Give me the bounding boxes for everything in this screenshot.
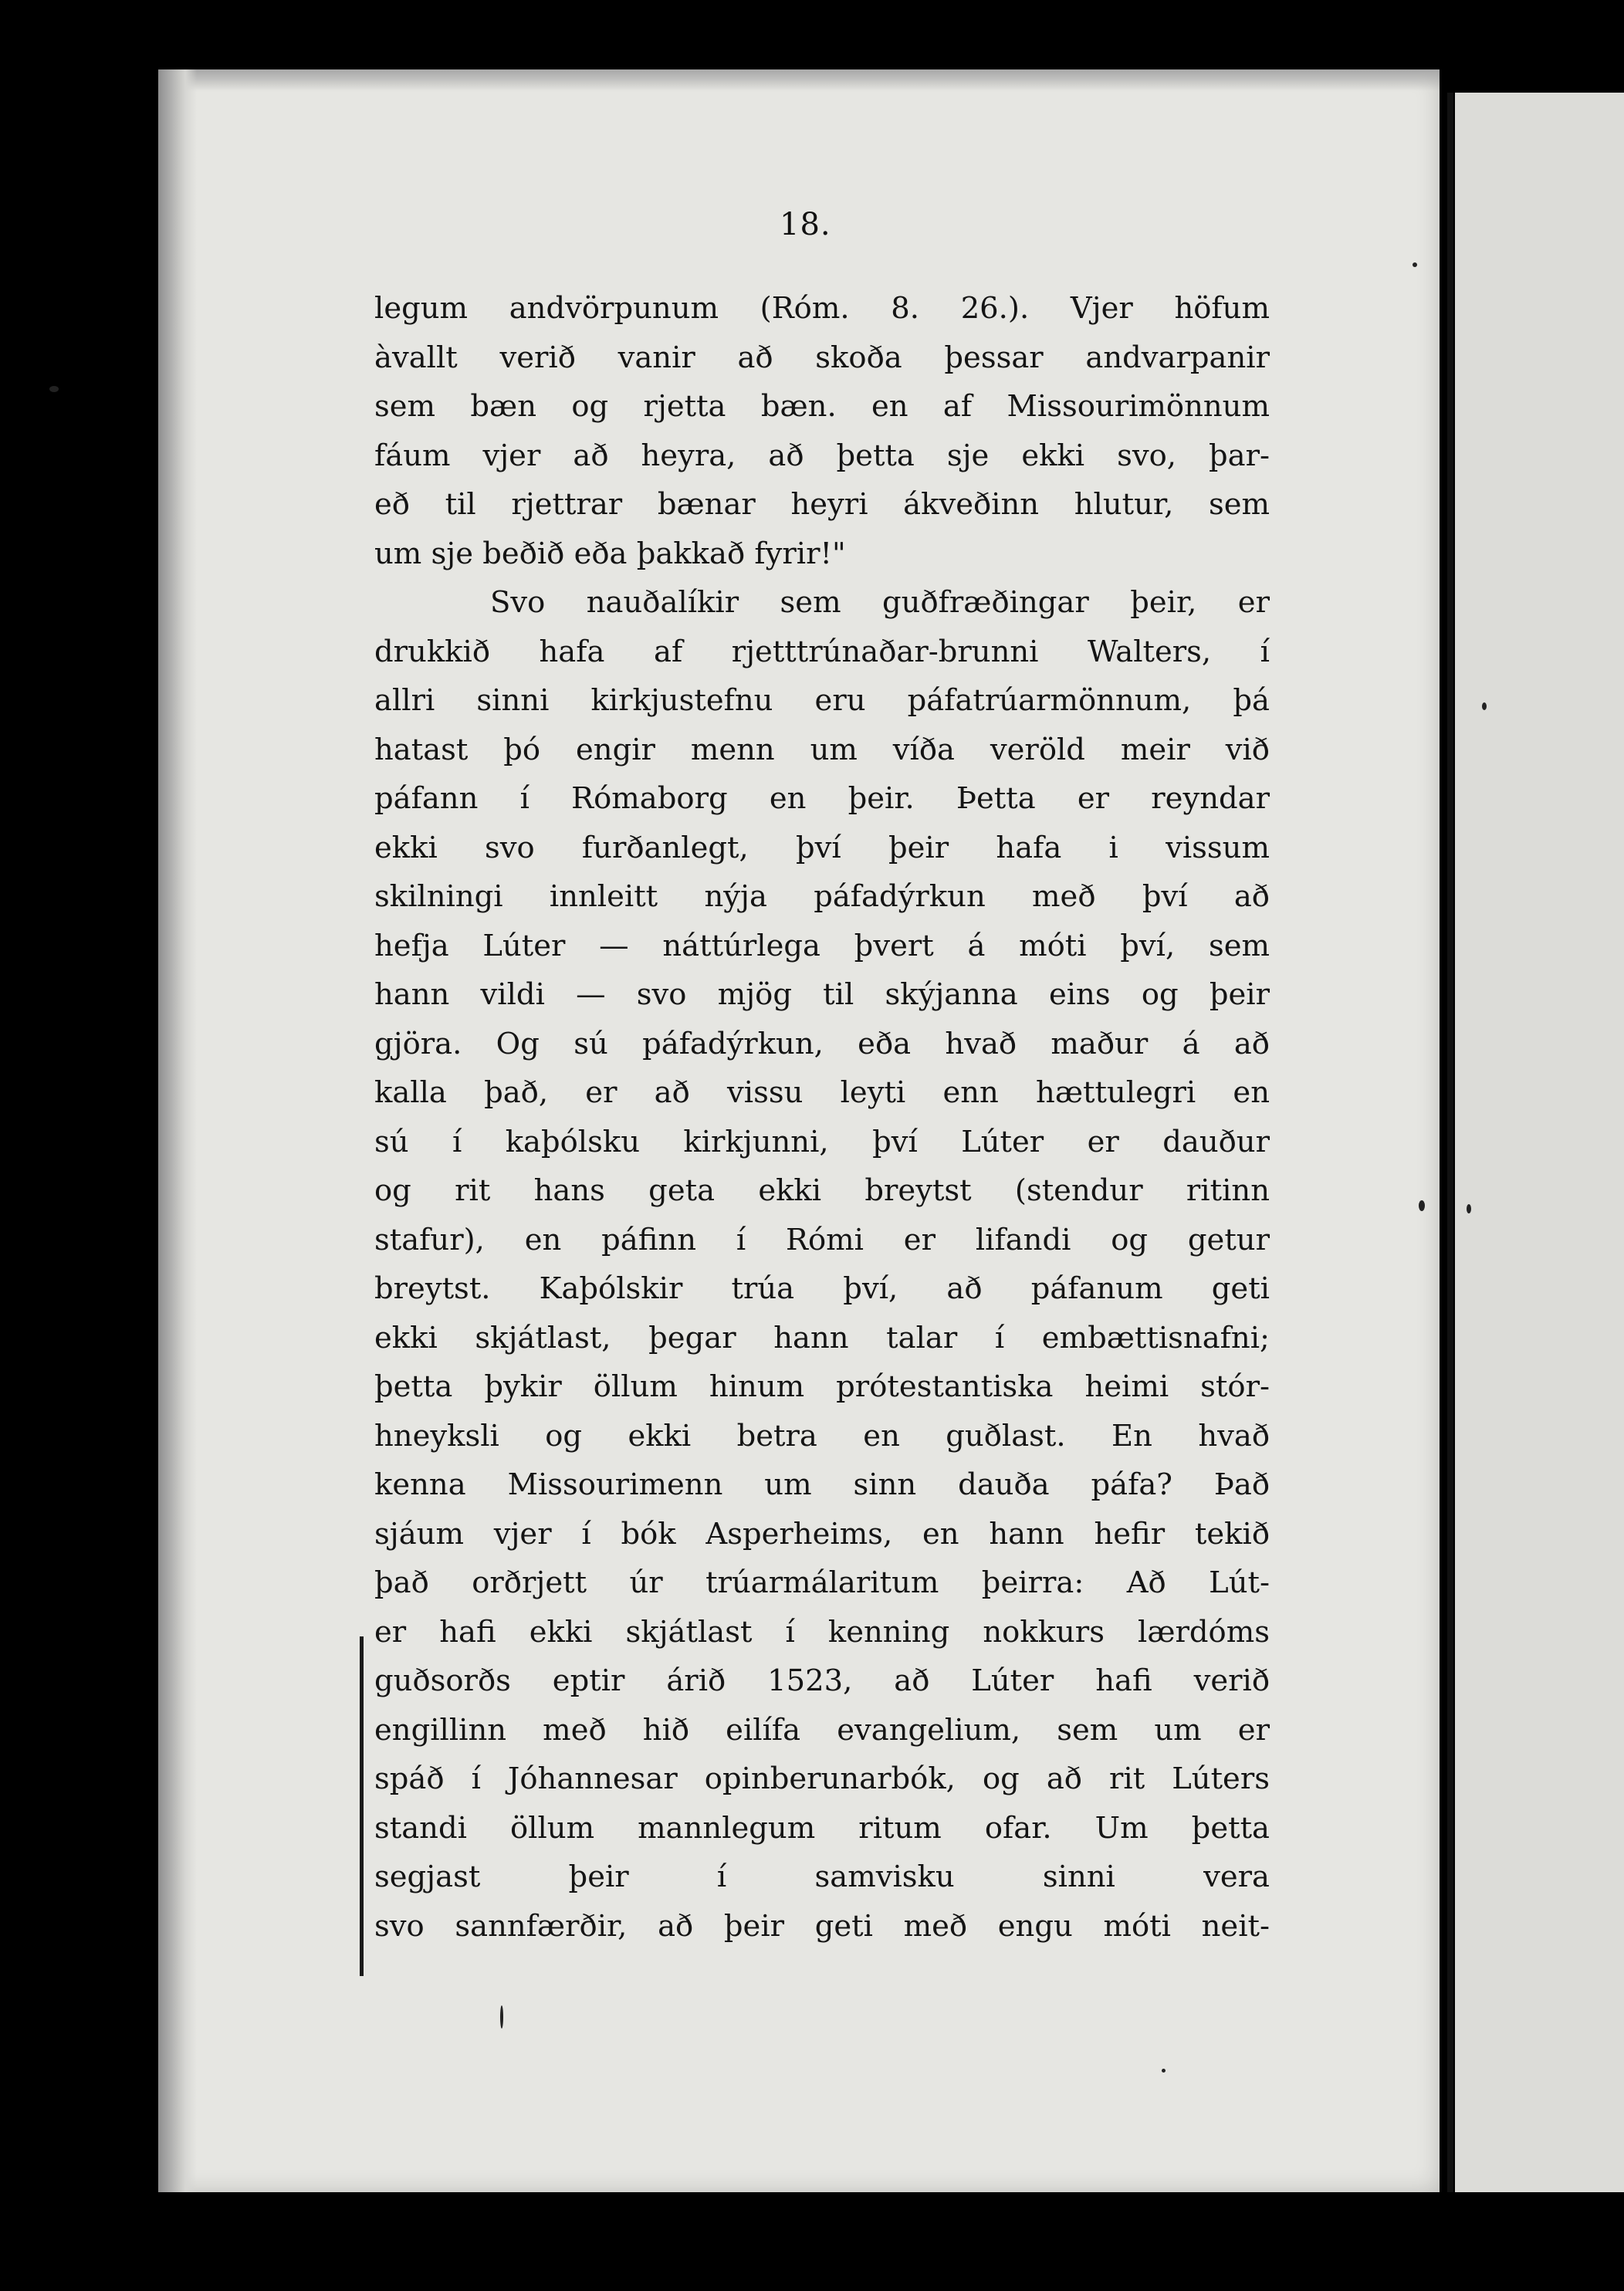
text-line: svo sannfærðir, að þeir geti með engu móti neit- <box>374 1908 1270 1944</box>
text-line: standi öllum mannlegum ritum ofar. Um þetta <box>374 1810 1270 1846</box>
text-line: kenna Missourimenn um sinn dauða páfa? Það <box>374 1467 1270 1502</box>
text-line: engillinn með hið eilífa evangelium, sem um er <box>374 1712 1270 1748</box>
page-number: 18. <box>780 207 831 242</box>
speck <box>500 2005 503 2029</box>
text-line: drukkið hafa af rjetttrúnaðar-brunni Walters, í <box>374 634 1270 669</box>
text-line: ekki skjátlast, þegar hann talar í embættisnafni; <box>374 1320 1270 1355</box>
text-line: guðsorðs eptir árið 1523, að Lúter hafi verið <box>374 1663 1270 1698</box>
text-line: àvallt verið vanir að skoða þessar andvarpanir <box>374 340 1270 375</box>
text-line: þetta þykir öllum hinum prótestantiska heimi stór- <box>374 1369 1270 1404</box>
text-line: segjast þeir í samvisku sinni vera <box>374 1860 1270 1894</box>
text-line: um sje beðið eða þakkað fyrir!" <box>374 536 846 571</box>
speck <box>1467 1204 1471 1213</box>
margin-rule <box>360 1636 364 1976</box>
text-line: gjöra. Og sú páfadýrkun, eða hvað maður á að <box>374 1026 1270 1061</box>
text-line: hefja Lúter — náttúrlega þvert á móti því, sem <box>374 928 1270 963</box>
page-left-shadow <box>158 69 197 2192</box>
facing-page-edge <box>1455 93 1624 2192</box>
text-line: ekki svo furðanlegt, því þeir hafa i vissum <box>374 830 1270 865</box>
text-line: stafur), en páfinn í Rómi er lifandi og getur <box>374 1222 1270 1257</box>
text-line: það orðrjett úr trúarmálaritum þeirra: Að Lút- <box>374 1565 1270 1600</box>
text-line: hneyksli og ekki betra en guðlast. En hvað <box>374 1418 1270 1453</box>
text-line: páfann í Rómaborg en þeir. Þetta er reyndar <box>374 781 1270 816</box>
page-gutter-line <box>1447 93 1453 2192</box>
body-text <box>374 284 1270 1951</box>
text-line: spáð í Jóhannesar opinberunarbók, og að rit Lúters <box>374 1761 1270 1796</box>
text-line: skilningi innleitt nýja páfadýrkun með því að <box>374 879 1270 914</box>
text-line: legum andvörpunum (Róm. 8. 26.). Vjer höfum <box>374 291 1270 326</box>
text-line: sjáum vjer í bók Asperheims, en hann hefir tekið <box>374 1516 1270 1552</box>
text-line: breytst. Kaþólskir trúa því, að páfanum geti <box>374 1271 1270 1306</box>
speck <box>1419 1200 1425 1211</box>
text-line: hatast þó engir menn um víða veröld meir við <box>374 732 1270 767</box>
text-line: er hafi ekki skjátlast í kenning nokkurs lærdóms <box>374 1614 1270 1650</box>
speck <box>1413 262 1417 267</box>
speck <box>49 386 59 392</box>
speck <box>1482 702 1487 710</box>
text-line: hann vildi — svo mjög til skýjanna eins og þeir <box>374 977 1270 1012</box>
text-line: eð til rjettrar bænar heyri ákveðinn hlutur, sem <box>374 487 1270 522</box>
page-top-shadow <box>158 69 1440 91</box>
text-line: fáum vjer að heyra, að þetta sje ekki svo, þar- <box>374 438 1270 473</box>
text-line: sú í kaþólsku kirkjunni, því Lúter er dauður <box>374 1124 1270 1159</box>
text-line: kalla það, er að vissu leyti enn hættulegri en <box>374 1075 1270 1110</box>
text-line: Svo nauðalíkir sem guðfræðingar þeir, er <box>490 585 1270 620</box>
text-line: og rit hans geta ekki breytst (stendur ritinn <box>374 1173 1270 1208</box>
text-line: sem bæn og rjetta bæn. en af Missourimönnum <box>374 389 1270 424</box>
speck <box>1162 2069 1166 2073</box>
text-line: allri sinni kirkjustefnu eru páfatrúarmönnum, þá <box>374 683 1270 718</box>
